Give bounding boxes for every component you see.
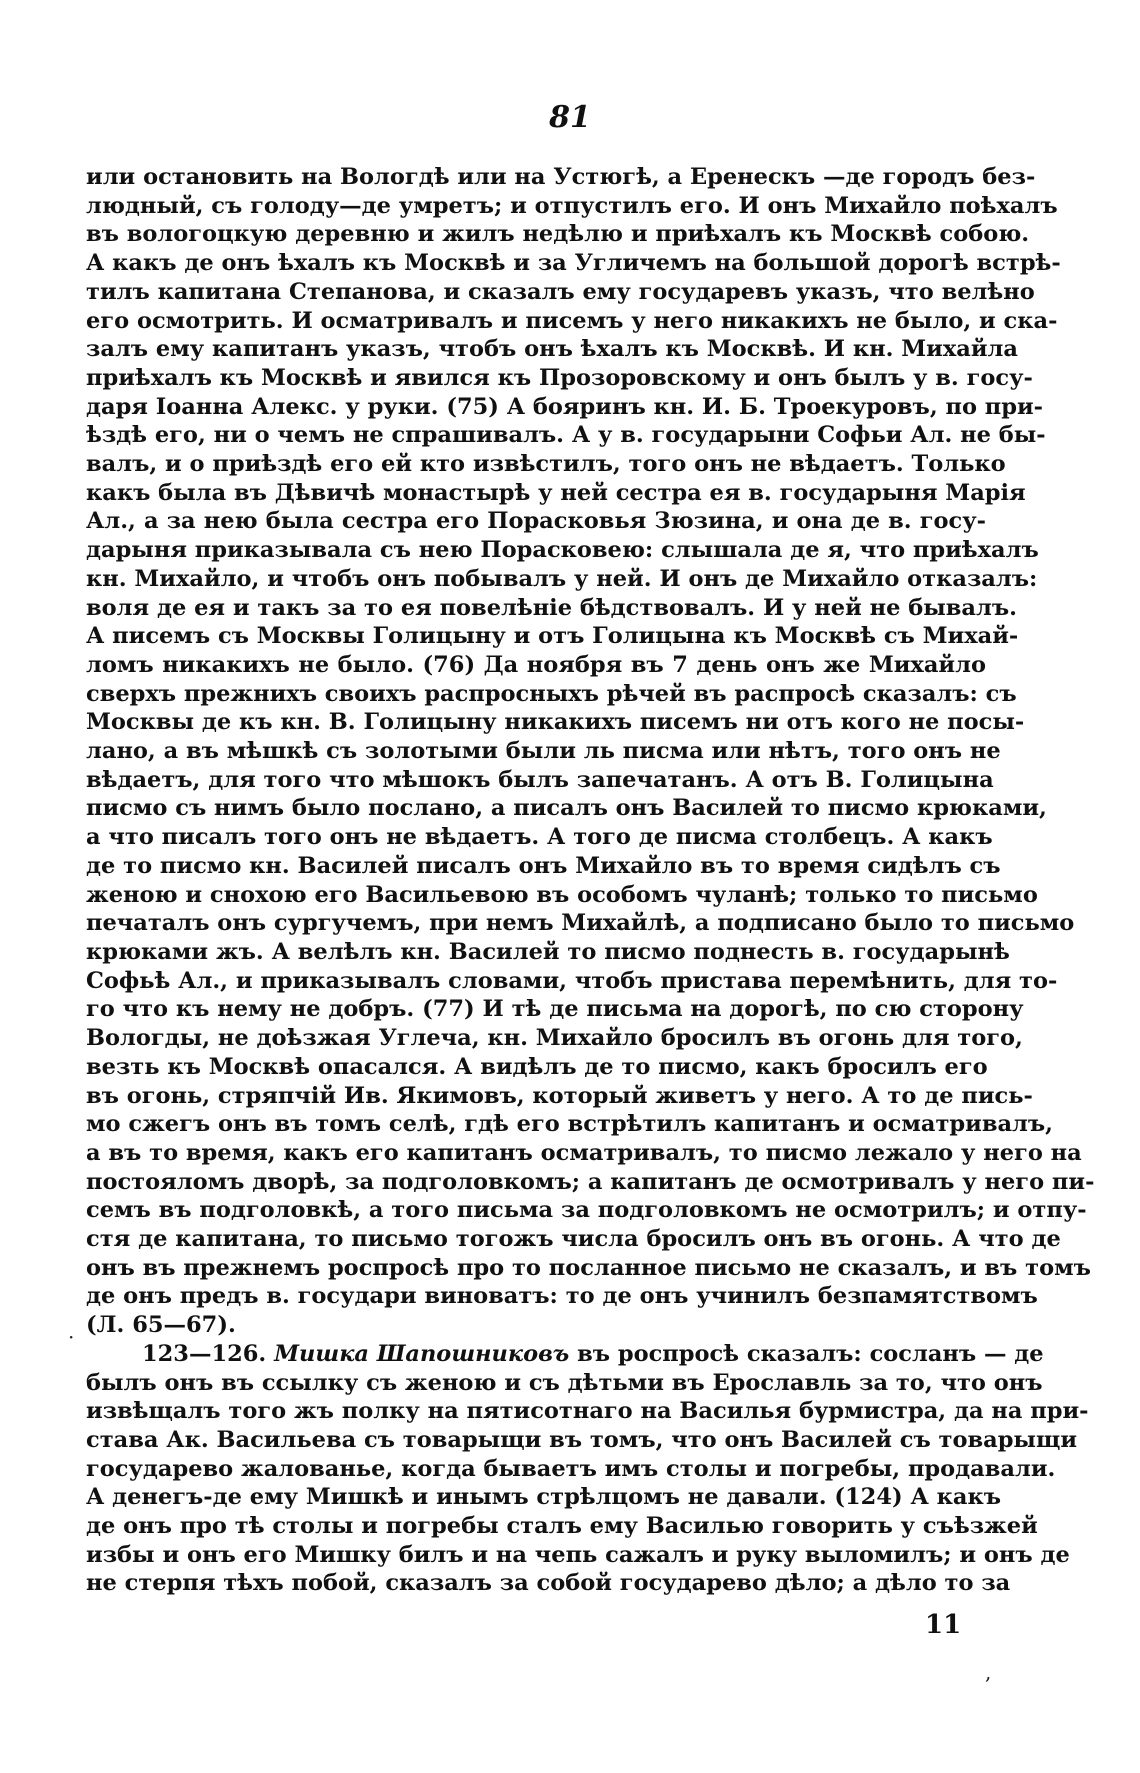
text-line: крюками жъ. А велѣлъ кн. Василей то писмо поднесть в. государынѣ xyxy=(86,938,1010,965)
text-line: государево жалованье, когда бываетъ имъ столы и погребы, продавали. xyxy=(86,1455,1056,1482)
text-line: не стерпя тѣхъ побой, сказалъ за собой государево дѣло; а дѣло то за xyxy=(86,1570,1011,1597)
text-line: воля де ея и такъ за то ея повелѣніе бѣдствовалъ. И у ней не бывалъ. xyxy=(86,594,1017,621)
text-line: ломъ никакихъ не было. (76) Да ноября въ 7 день онъ же Михайло xyxy=(86,651,986,678)
text-line: стя де капитана, то письмо тогожъ числа бросилъ онъ въ огонь. А что де xyxy=(86,1226,1061,1253)
text-line: приѣхалъ къ Москвѣ и явился къ Прозоровскому и онъ былъ у в. госу- xyxy=(86,364,1033,391)
text-line: сверхъ прежнихъ своихъ распросныхъ рѣчей въ распросѣ сказалъ: съ xyxy=(86,680,1017,707)
paragraph-2-opening-line xyxy=(86,1340,1044,1369)
text-line: де то писмо кн. Василей писалъ онъ Михайло въ то время сидѣлъ съ xyxy=(86,852,1001,879)
text-line: писмо съ нимъ было послано, а писалъ онъ Василей то писмо крюками, xyxy=(86,795,1047,822)
body-text xyxy=(86,163,1095,1598)
text-line: Москвы де къ кн. В. Голицыну никакихъ писемъ ни отъ кого не посы- xyxy=(86,709,1025,736)
text-line: или остановить на Вологдѣ или на Устюгѣ, а Еренескъ —де городъ без- xyxy=(86,164,1036,190)
paragraph-2-opening-rest: въ роспросѣ сказалъ: сосланъ — де xyxy=(577,1340,1044,1367)
text-line: Софьѣ Ал., и приказывалъ словами, чтобъ пристава перемѣнить, для то- xyxy=(86,967,1058,994)
text-line: въ огонь, стряпчій Ив. Якимовъ, который живетъ у него. А то де пись- xyxy=(86,1082,1033,1109)
text-line: какъ была въ Дѣвичѣ монастырѣ у ней сестра ея в. государыня Марія xyxy=(86,479,1026,506)
margin-mark: , xyxy=(985,1660,992,1684)
text-line: кн. Михайло, и чтобъ онъ побывалъ у ней. И онъ де Михайло отказалъ: xyxy=(86,565,1038,592)
text-line: печаталъ онъ сургучемъ, при немъ Михайлѣ, а подписано было то письмо xyxy=(86,910,1075,937)
text-line: а что писалъ того онъ не вѣдаетъ. А того де писма столбецъ. А какъ xyxy=(86,824,993,851)
text-line: онъ въ прежнемъ роспросѣ про то посланное письмо не сказалъ, и въ томъ xyxy=(86,1254,1091,1281)
text-line: (Л. 65—67). xyxy=(86,1312,236,1339)
text-line: де онъ про тѣ столы и погребы сталъ ему Василью говорить у съѣзжей xyxy=(86,1513,1038,1540)
paragraph-2-name: Мишка Шапошниковъ xyxy=(274,1340,570,1367)
text-line: ѣздѣ его, ни о чемъ не спрашивалъ. А у в. государыни Софьи Ал. не бы- xyxy=(86,422,1046,449)
text-line: вѣдаетъ, для того что мѣшокъ былъ запечатанъ. А отъ В. Голицына xyxy=(86,766,994,793)
text-line: въ вологоцкую деревню и жилъ недѣлю и приѣхалъ къ Москвѣ собою. xyxy=(86,221,1030,248)
text-line: женою и снохою его Васильевою въ особомъ чуланѣ; только то письмо xyxy=(86,881,1038,908)
text-line: везть къ Москвѣ опасался. А видѣлъ де то писмо, какъ бросилъ его xyxy=(86,1053,988,1080)
text-line: его осмотрить. И осматривалъ и писемъ у него никакихъ не было, и ска- xyxy=(86,307,1058,334)
text-line: валъ, и о приѣздѣ его ей кто извѣстилъ, того онъ не вѣдаетъ. Только xyxy=(86,451,1006,478)
text-line: де онъ предъ в. государи виноватъ: то де онъ учинилъ безпамятствомъ xyxy=(86,1283,1038,1310)
paragraph-2 xyxy=(86,1340,1089,1598)
text-line: постояломъ дворѣ, за подголовкомъ; а капитанъ де осмотривалъ у него пи- xyxy=(86,1168,1095,1195)
text-line: людный, съ голоду—де умретъ; и отпустилъ его. И онъ Михайло поѣхалъ xyxy=(86,192,1058,219)
text-line: Вологды, не доѣзжая Углеча, кн. Михайло бросилъ въ огонь для того, xyxy=(86,1025,1023,1052)
signature-mark: 11 xyxy=(925,1610,962,1640)
text-line: тилъ капитана Степанова, и сказалъ ему государевъ указъ, что велѣно xyxy=(86,278,1035,305)
text-line: извѣщалъ того жъ полку на пятисотнаго на Василья бурмистра, да на при- xyxy=(86,1398,1089,1425)
text-line: А писемъ съ Москвы Голицыну и отъ Голицына къ Москвѣ съ Михай- xyxy=(86,623,1019,650)
text-line: мо сжегъ онъ въ томъ селѣ, гдѣ его встрѣтилъ капитанъ и осматривалъ, xyxy=(86,1111,1053,1138)
paragraph-1 xyxy=(86,163,1095,1340)
margin-dot: · xyxy=(68,1325,75,1349)
text-line: даря Іоанна Алекс. у руки. (75) А бояринъ кн. И. Б. Троекуровъ, по при- xyxy=(86,393,1044,420)
page-number: 81 xyxy=(549,100,591,135)
paragraph-2-number: 123—126. xyxy=(142,1340,267,1367)
text-line: избы и онъ его Мишку билъ и на чепь сажалъ и руку выломилъ; и онъ де xyxy=(86,1541,1070,1568)
text-line: залъ ему капитанъ указъ, чтобъ онъ ѣхалъ къ Москвѣ. И кн. Михайла xyxy=(86,336,1018,363)
text-line: А какъ де онъ ѣхалъ къ Москвѣ и за Угличемъ на большой дорогѣ встрѣ- xyxy=(86,250,1061,277)
text-line: дарыня приказывала съ нею Порасковею: слышала де я, что приѣхалъ xyxy=(86,537,1039,564)
text-line: былъ онъ въ ссылку съ женою и съ дѣтьми въ Ерославль за то, что онъ xyxy=(86,1369,1043,1396)
text-line: семъ въ подголовкѣ, а того письма за подголовкомъ не осмотрилъ; и отпу- xyxy=(86,1197,1087,1224)
text-line: става Ак. Васильева съ товарыщи въ томъ, что онъ Василей съ товарыщи xyxy=(86,1426,1078,1453)
text-line: А денегъ-де ему Мишкѣ и инымъ стрѣлцомъ не давали. (124) А какъ xyxy=(86,1484,1001,1511)
text-line: лано, а въ мѣшкѣ съ золотыми были ль писма или нѣтъ, того онъ не xyxy=(86,738,1001,765)
text-line: го что къ нему не добръ. (77) И тѣ де письма на дорогѣ, по сю сторону xyxy=(86,996,1024,1023)
text-line: Ал., а за нею была сестра его Порасковья Зюзина, и она де в. госу- xyxy=(86,508,986,535)
text-line: а въ то время, какъ его капитанъ осматривалъ, то писмо лежало у него на xyxy=(86,1139,1082,1166)
